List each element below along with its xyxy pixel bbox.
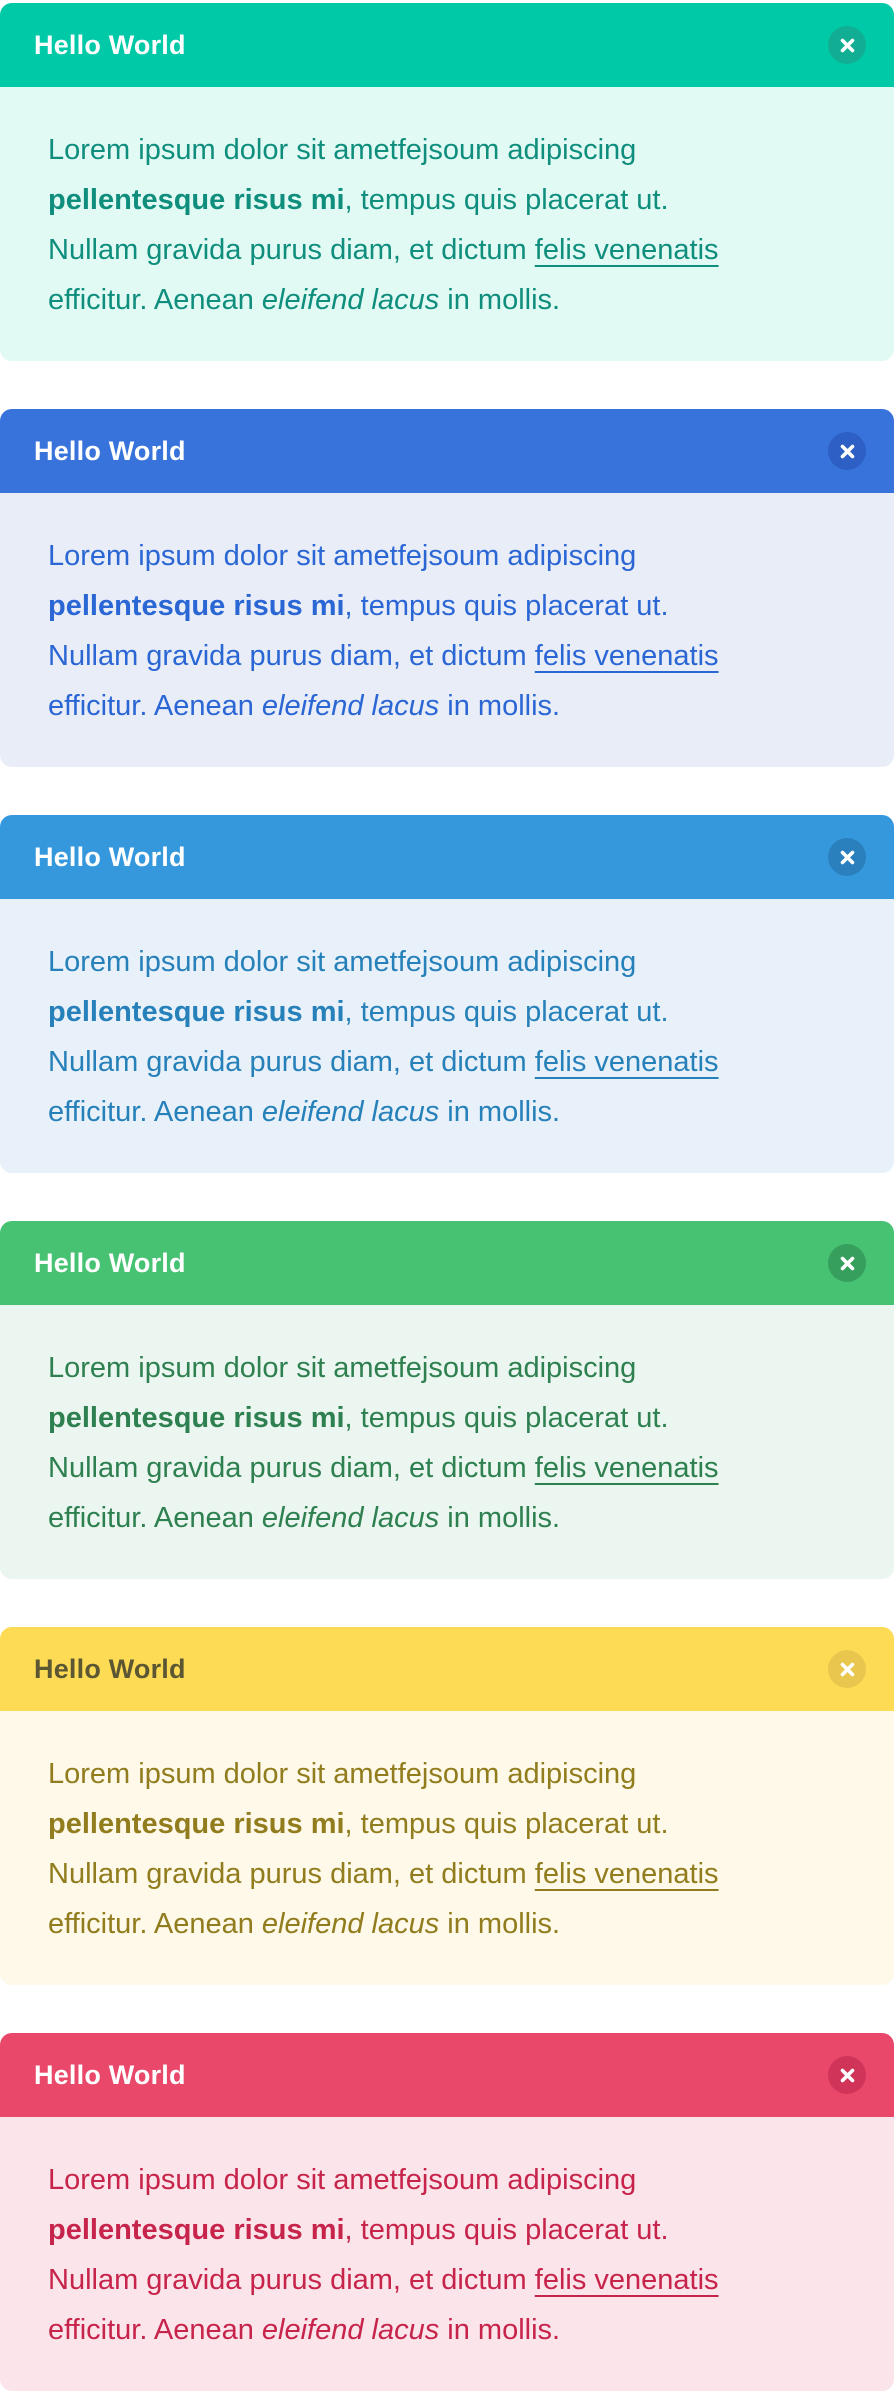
alert-card [0, 1627, 894, 1985]
text-segment: , tempus quis placerat ut. [344, 996, 669, 1028]
felis-venenatis-link[interactable]: felis venenatis [534, 1858, 719, 1890]
text-segment: in mollis. [439, 1502, 561, 1534]
text-segment: Lorem ipsum dolor sit ametfejsoum adipiscing [48, 1352, 637, 1384]
card-header [0, 1627, 894, 1711]
text-segment: , tempus quis placerat ut. [344, 184, 669, 216]
text-segment-italic: eleifend lacus [261, 1096, 440, 1128]
card-body [0, 493, 894, 767]
text-segment: Lorem ipsum dolor sit ametfejsoum adipiscing [48, 1758, 637, 1790]
felis-venenatis-link[interactable]: felis venenatis [534, 1452, 719, 1484]
card-body [0, 1711, 894, 1985]
felis-venenatis-link[interactable]: felis venenatis [534, 1046, 719, 1078]
text-segment: in mollis. [439, 2314, 561, 2346]
text-segment: Lorem ipsum dolor sit ametfejsoum adipiscing [48, 946, 637, 978]
close-button[interactable] [828, 26, 866, 64]
felis-venenatis-link[interactable]: felis venenatis [534, 2264, 719, 2296]
text-segment: Nullam gravida purus diam, et dictum [48, 1858, 535, 1890]
x-icon [839, 1255, 856, 1272]
text-segment: , tempus quis placerat ut. [344, 1808, 669, 1840]
text-segment: , tempus quis placerat ut. [344, 1402, 669, 1434]
card-body [0, 87, 894, 361]
x-icon [839, 443, 856, 460]
card-title: Hello World [34, 841, 186, 872]
alert-card [0, 2033, 894, 2391]
text-segment: in mollis. [439, 690, 561, 722]
text-segment: , tempus quis placerat ut. [344, 590, 669, 622]
x-icon [839, 849, 856, 866]
text-segment: Nullam gravida purus diam, et dictum [48, 2264, 535, 2296]
card-title: Hello World [34, 29, 186, 60]
card-paragraph [48, 1749, 846, 1949]
text-segment-bold: pellentesque risus mi [48, 590, 345, 622]
card-paragraph [48, 937, 846, 1137]
text-segment-italic: eleifend lacus [261, 284, 440, 316]
close-button[interactable] [828, 1244, 866, 1282]
text-segment-italic: eleifend lacus [261, 1908, 440, 1940]
text-segment: in mollis. [439, 1096, 561, 1128]
close-button[interactable] [828, 1650, 866, 1688]
card-header [0, 3, 894, 87]
text-segment: efficitur. Aenean [48, 284, 262, 316]
alert-card [0, 1221, 894, 1579]
close-button[interactable] [828, 432, 866, 470]
card-header [0, 815, 894, 899]
card-title: Hello World [34, 1653, 186, 1684]
card-header [0, 2033, 894, 2117]
text-segment: Nullam gravida purus diam, et dictum [48, 1452, 535, 1484]
alert-card [0, 3, 894, 361]
text-segment: Lorem ipsum dolor sit ametfejsoum adipiscing [48, 134, 637, 166]
x-icon [839, 2067, 856, 2084]
text-segment-bold: pellentesque risus mi [48, 2214, 345, 2246]
felis-venenatis-link[interactable]: felis venenatis [534, 640, 719, 672]
card-header [0, 409, 894, 493]
text-segment: efficitur. Aenean [48, 2314, 262, 2346]
text-segment: efficitur. Aenean [48, 1502, 262, 1534]
text-segment: Lorem ipsum dolor sit ametfejsoum adipiscing [48, 540, 637, 572]
alert-card [0, 409, 894, 767]
x-icon [839, 1661, 856, 1678]
close-button[interactable] [828, 2056, 866, 2094]
text-segment: Nullam gravida purus diam, et dictum [48, 1046, 535, 1078]
text-segment-italic: eleifend lacus [261, 690, 440, 722]
text-segment-bold: pellentesque risus mi [48, 996, 345, 1028]
text-segment-italic: eleifend lacus [261, 2314, 440, 2346]
card-title: Hello World [34, 2059, 186, 2090]
card-body [0, 2117, 894, 2391]
text-segment: Nullam gravida purus diam, et dictum [48, 234, 535, 266]
card-body [0, 899, 894, 1173]
text-segment: efficitur. Aenean [48, 690, 262, 722]
text-segment-bold: pellentesque risus mi [48, 184, 345, 216]
felis-venenatis-link[interactable]: felis venenatis [534, 234, 719, 266]
card-paragraph [48, 125, 846, 325]
card-body [0, 1305, 894, 1579]
text-segment-bold: pellentesque risus mi [48, 1402, 345, 1434]
alert-card [0, 815, 894, 1173]
card-paragraph [48, 531, 846, 731]
text-segment: , tempus quis placerat ut. [344, 2214, 669, 2246]
text-segment-bold: pellentesque risus mi [48, 1808, 345, 1840]
card-title: Hello World [34, 435, 186, 466]
card-paragraph [48, 2155, 846, 2355]
text-segment: in mollis. [439, 284, 561, 316]
text-segment: efficitur. Aenean [48, 1908, 262, 1940]
text-segment: in mollis. [439, 1908, 561, 1940]
x-icon [839, 37, 856, 54]
text-segment-italic: eleifend lacus [261, 1502, 440, 1534]
text-segment: Lorem ipsum dolor sit ametfejsoum adipiscing [48, 2164, 637, 2196]
card-header [0, 1221, 894, 1305]
text-segment: efficitur. Aenean [48, 1096, 262, 1128]
close-button[interactable] [828, 838, 866, 876]
card-title: Hello World [34, 1247, 186, 1278]
card-paragraph [48, 1343, 846, 1543]
text-segment: Nullam gravida purus diam, et dictum [48, 640, 535, 672]
